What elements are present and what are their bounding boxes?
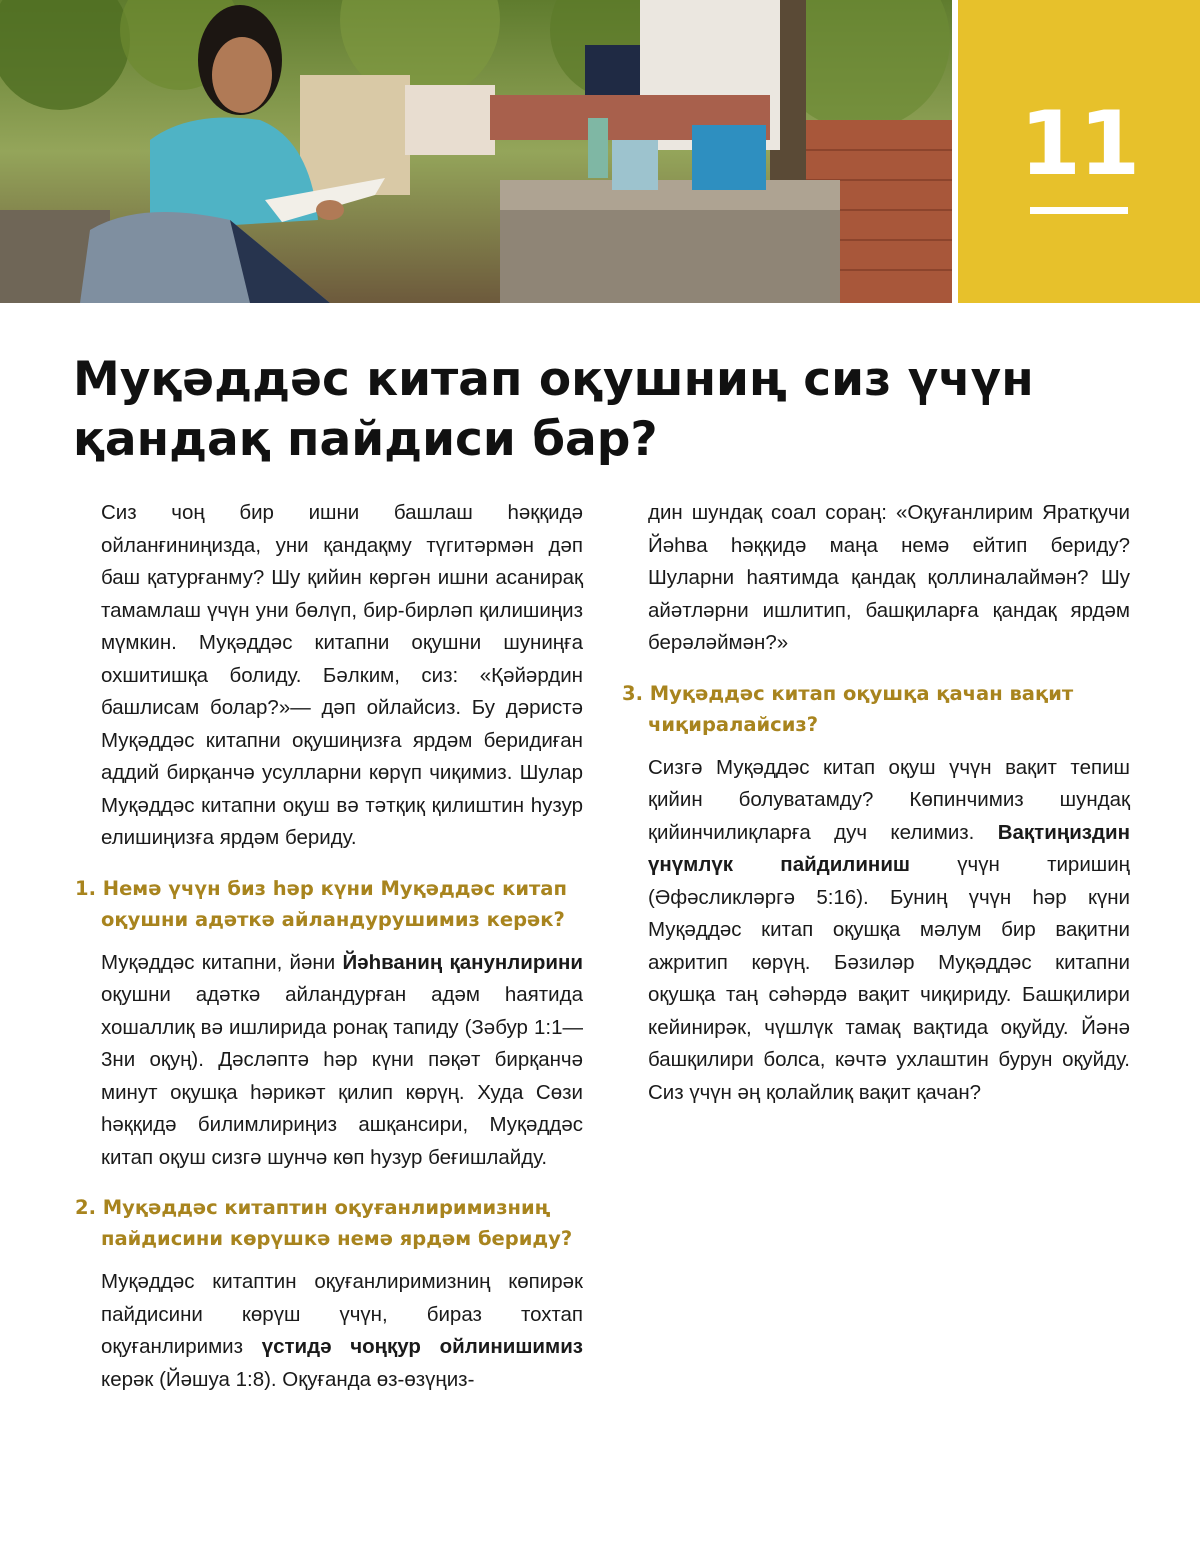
section-3-text-before: Сизгә Муқәддәс китап оқуш үчүн вақит тепиш қийин болуватамду? Көпинчимиз шундақ қийинчилиқларға дуч келимиз. bbox=[648, 755, 1130, 844]
left-column bbox=[73, 497, 583, 1410]
section-2-bold: үстидә чоңқур ойлинишимиз bbox=[261, 1335, 583, 1358]
section-2-paragraph-part-2: дин шундақ соал сораң: «Оқуғанлирим Яратқучи Йәһва һәққидә маңа немә ейтип бериду? Шуларни һаятимда қандақ қоллиналаймән? Шу айәтләрни ишлитип, башқиларға қандақ ярдәм берәләймән?» bbox=[648, 501, 1130, 654]
section-2-question: 2. Муқәддәс китаптин оқуғанлиримизниң пайдисини көрүшкә немә ярдәм бериду? bbox=[75, 1196, 573, 1250]
section-3-text-after: үчүн тиришиң (Әфәсликләргә 5:16). Буниң үчүн һәр күни Муқәддәс китап оқушқа мәлум бир вақитни ажритип көрүң. Бәзиләр Муқәддәс китапни оқушқа таң сәһәрдә вақит чиқириду. Башқилири кейинирәк, чүшлүк тамақ вақтида оқуйду. Йәнә башқилири болса, кәчтә ухлаштин бурун оқуйду. Сиз үчүн әң қолайлиқ вақит қачан? bbox=[648, 853, 1130, 1104]
section-1-paragraph bbox=[73, 947, 583, 1175]
chapter-number-underline bbox=[1030, 207, 1128, 214]
section-1-bold: Йәһваниң қанунлирини bbox=[342, 950, 584, 974]
section-1-text-before: Муқәддәс китапни, йәни bbox=[101, 950, 343, 974]
section-3-question: 3. Муқәддәс китап оқушқа қачан вақит чиқиралайсиз? bbox=[622, 681, 1074, 736]
section-2-text-before: Муқәддәс китаптин оқуғанлиримизниң көпирәк пайдисини көрүш үчүн, бираз тохтап оқуғанлиримиз bbox=[101, 1270, 583, 1358]
page-title: Муқәддәс китап оқушниң сиз үчүн қандақ пайдиси бар? bbox=[73, 352, 1034, 467]
chapter-number-box bbox=[958, 0, 1200, 303]
section-3-bold: Вақтиңиздин үнүмлүк пайдилиниш bbox=[648, 820, 1130, 876]
section-2-paragraph-part-1 bbox=[73, 1266, 583, 1396]
hero-photo bbox=[0, 0, 952, 303]
chapter-number: 11 bbox=[1019, 92, 1139, 195]
right-column bbox=[620, 497, 1130, 1123]
section-2-text-after: керәк (Йәшуа 1:8). Оқуғанда өз-өзүңиз- bbox=[101, 1367, 475, 1391]
section-1-text-after: оқушни адәткә айландурған адәм һаятида хошаллиқ вә ишлирида ронақ тапиду (Зәбур 1:1—3ни оқуң). Дәсләптә һәр күни пәқәт бирқанчә минут оқушқа һәрикәт қилип көрүң. Худа Сөзи һәққидә билимлириңиз ашқансири, Муқәддәс китап оқуш сизгә шунчә көп һузур беғишлайду. bbox=[101, 983, 583, 1169]
intro-paragraph: Сиз чоң бир ишни башлаш һәққидә ойланғиниңизда, уни қандақму түгитәрмән дәп баш қатурғанму? Шу қийин көргән ишни асанирақ тамамлаш үчүн уни бөлүп, бир-бирләп қилишиңиз мүмкин. Муқәддәс китапни оқушни шуниңға охшитишқа болиду. Бәлким, сиз: «Қәйәрдин башлисам болар?»— дәп ойлайсиз. Бу дәристә Муқәддәс китапни оқушиңизға ярдәм беридиған аддий бирқанчә усулларни көрүп чиқимиз. Шулар Муқәддәс китапни оқуш вә тәтқиқ қилиштин һузур елишиңизға ярдәм бериду. bbox=[101, 501, 583, 849]
section-3-paragraph bbox=[620, 752, 1130, 1110]
woman-reading-photo bbox=[0, 0, 952, 303]
section-1-question: 1. Немә үчүн биз һәр күни Муқәддәс китап оқушни адәткә айландурушимиз керәк? bbox=[75, 876, 567, 931]
